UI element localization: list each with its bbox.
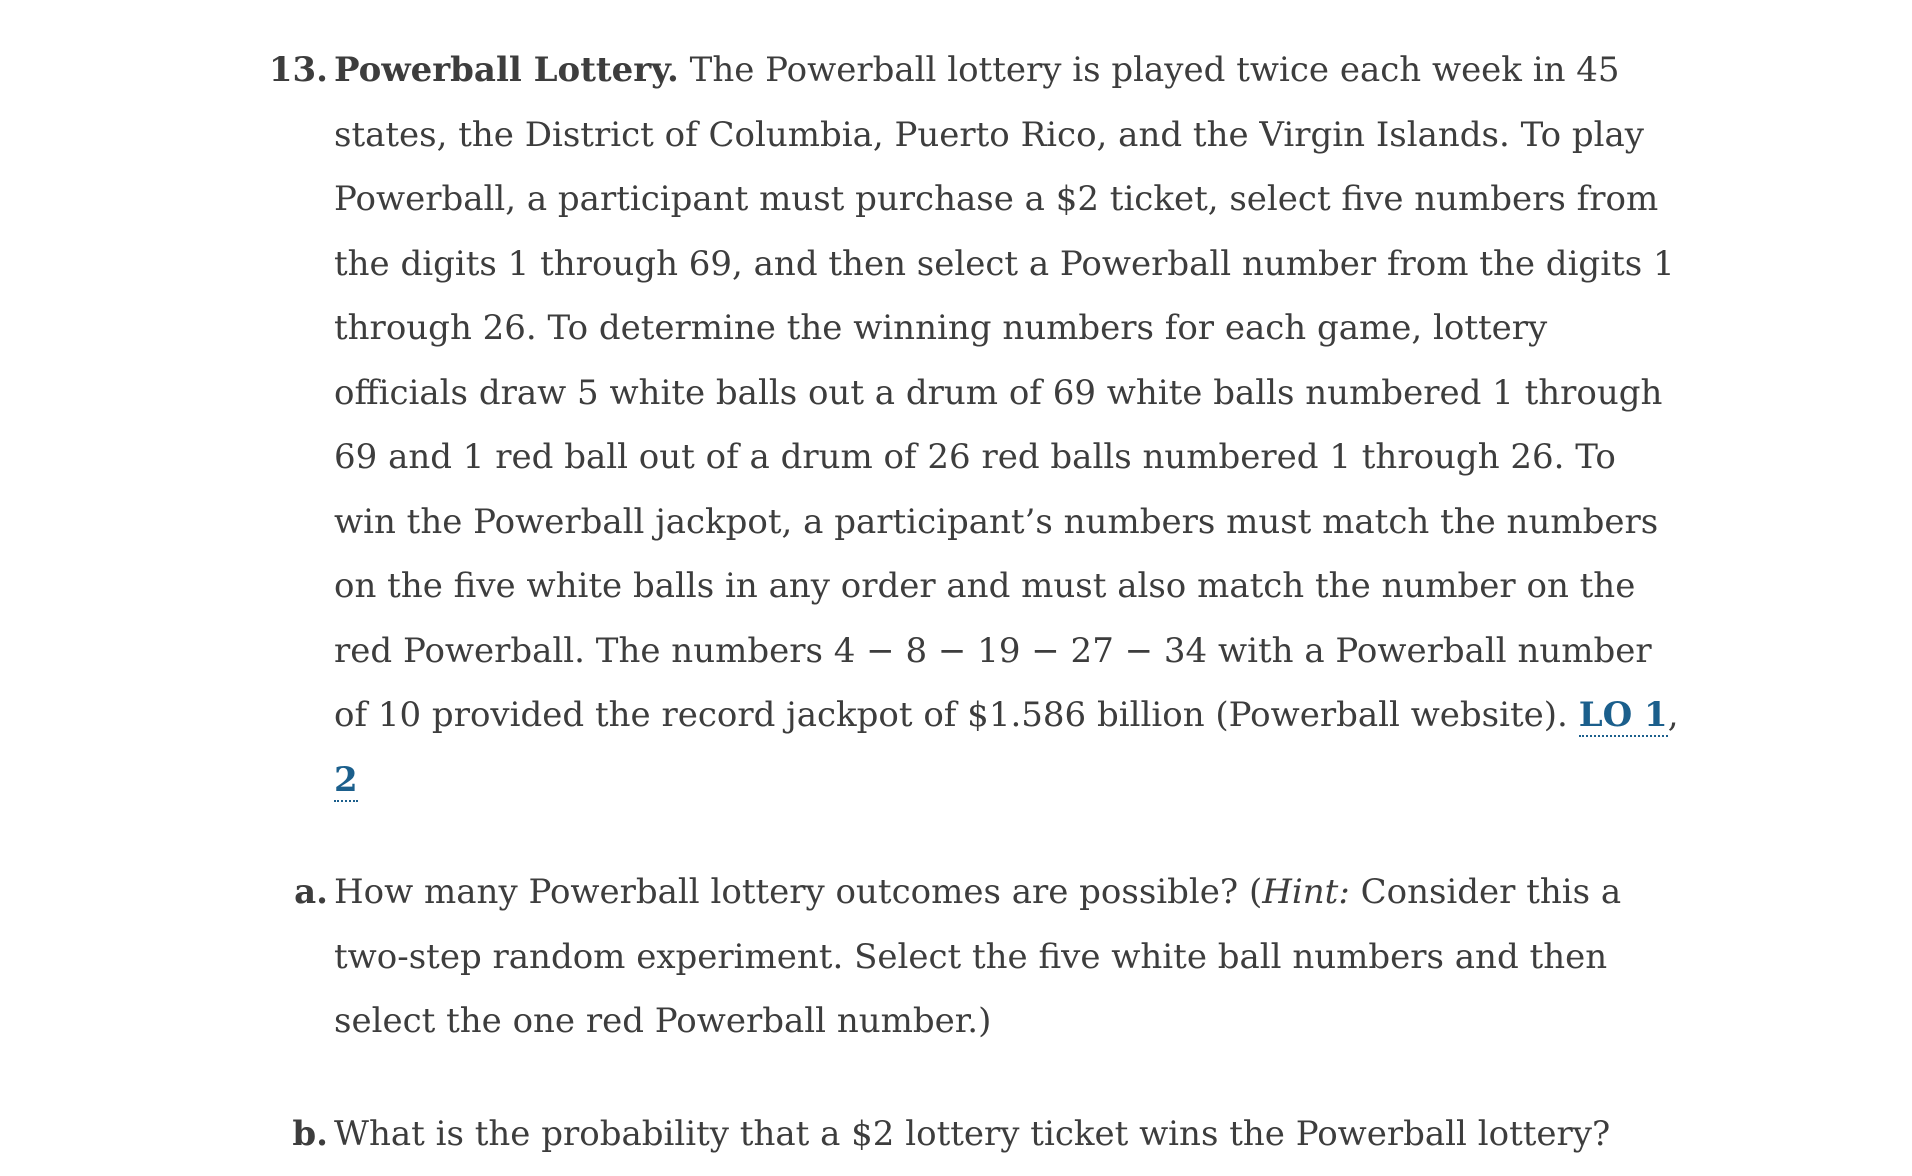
problem-statement bbox=[268, 38, 1682, 812]
learning-objective-separator: , bbox=[1667, 695, 1679, 735]
part-b bbox=[282, 1102, 1682, 1167]
part-a-label: a. bbox=[294, 872, 328, 912]
part-a bbox=[282, 860, 1682, 1054]
learning-objective-link-1[interactable]: LO 1 bbox=[1578, 695, 1668, 735]
problem-title: Powerball Lottery. bbox=[334, 50, 679, 90]
part-a-text-start: How many Powerball lottery outcomes are possible? ( bbox=[334, 872, 1263, 912]
part-b-label: b. bbox=[292, 1113, 328, 1154]
exercise-13 bbox=[268, 38, 1682, 1166]
part-b-text: What is the probability that a $2 lottery ticket wins the Powerball lottery? bbox=[334, 1113, 1611, 1154]
problem-text: The Powerball lottery is played twice each week in 45 states, the District of Columbia, Puerto Rico, and the Virgin Islands. To play Powerball, a participant must purchase a $2 ticket, select five numbers from the digits 1 through 69, and then select a Powerball number from the digits 1 through 26. To determine the winning numbers for each game, lottery officials draw 5 white balls out a drum of 69 white balls numbered 1 through 69 and 1 red ball out of a drum of 26 red balls numbered 1 through 26. To win the Powerball jackpot, a participant’s numbers must match the numbers on the five white balls in any order and must also match the number on the red Powerball. The numbers 4 − 8 − 19 − 27 − 34 with a Powerball number of 10 provided the record jackpot of $1.586 billion (Powerball website). bbox=[334, 50, 1675, 735]
problem-number: 13. bbox=[268, 50, 328, 90]
part-a-text-end: Consider this a two-step random experiment. Select the five white ball numbers and then select the one red Powerball number.) bbox=[334, 872, 1622, 1041]
learning-objective-link-2[interactable]: 2 bbox=[334, 759, 358, 800]
part-a-hint-label: Hint: bbox=[1262, 872, 1350, 912]
